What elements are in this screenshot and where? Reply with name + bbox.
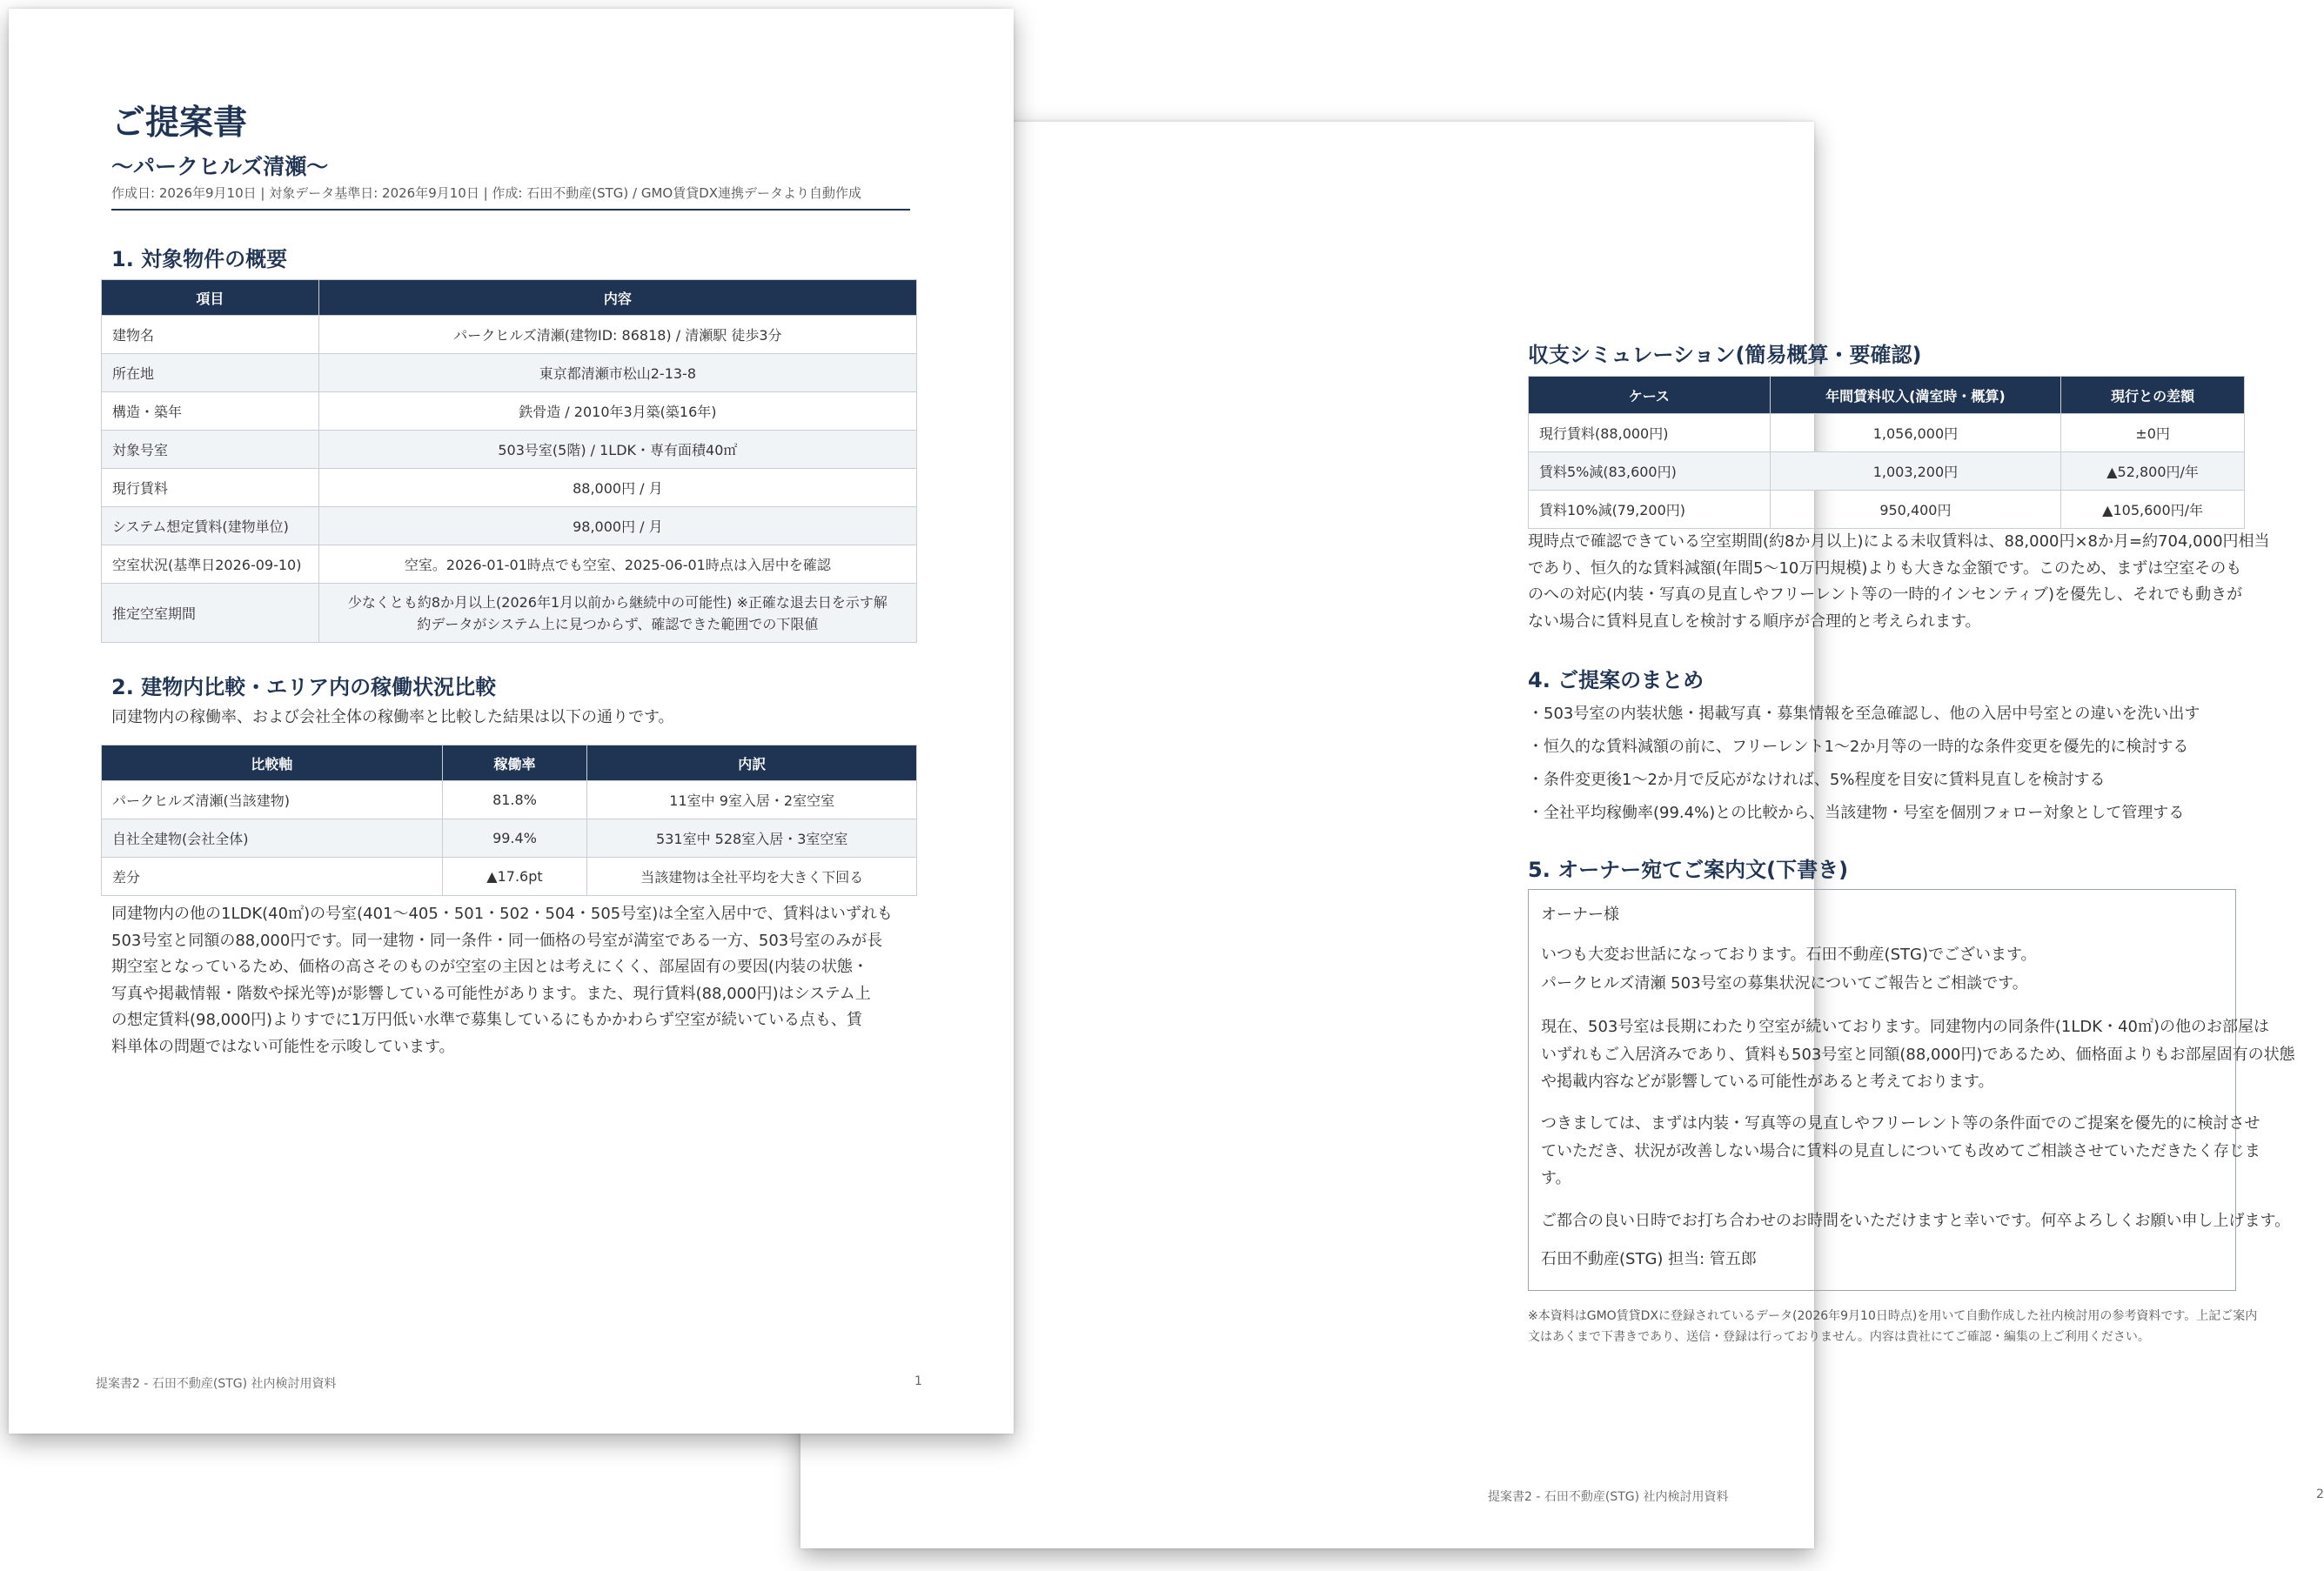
letter-line: オーナー様 (1541, 906, 1619, 924)
row-label: システム想定賃料(建物単位) (102, 507, 319, 545)
letter-line: いずれもご入居済みであり、賃料も503号室と同額(88,000円)であるため、価格面よりもお部屋固有の状態 (1541, 1046, 2295, 1064)
table-row (102, 392, 917, 431)
property-overview-table (101, 279, 917, 643)
sim-case: 現行賃料(88,000円) (1529, 414, 1771, 452)
table-row (102, 545, 917, 584)
disclaimer-line: ※本資料はGMO賃貸DXに登録されているデータ(2026年9月10日時点)を用いて自動作成した社内検討用の参考資料です。上記ご案内 (1528, 1309, 2258, 1323)
section2-intro: 同建物内の稼働率、および会社全体の稼働率と比較した結果は以下の通りです。 (111, 708, 674, 726)
section2-heading: 2. 建物内比較・エリア内の稼働状況比較 (111, 675, 497, 699)
table-row (1529, 491, 2245, 529)
letter-line: 現在、503号室は長期にわたり空室が続いております。同建物内の同条件(1LDK・40㎡)の他のお部屋は (1541, 1018, 2270, 1036)
sim-case: 賃料10%減(79,200円) (1529, 491, 1771, 529)
comparison-axis: パークヒルズ清瀬(当該建物) (102, 781, 443, 819)
sim-header-income: 年間賃料収入(満室時・概算) (1770, 377, 2061, 414)
table-row (102, 431, 917, 469)
letter-line: や掲載内容などが影響している可能性があると考えております。 (1541, 1073, 1994, 1091)
letter-line: ご都合の良い日時でお打ち合わせのお時間をいただけますと幸いです。何卒よろしくお願い申し上げます。 (1541, 1212, 2291, 1230)
text-line: ない場合に賃料見直しを検討する順序が合理的と考えられます。 (1528, 612, 1981, 631)
letter-line: つきましては、まずは内装・写真等の見直しやフリーレント等の条件面でのご提案を優先的に検討させ (1541, 1114, 2260, 1133)
document-subtitle: 〜パークヒルズ清瀬〜 (111, 154, 329, 179)
section1-heading: 1. 対象物件の概要 (111, 247, 288, 271)
simulation-table (1528, 376, 2245, 529)
section2-body (111, 901, 893, 1060)
text-line: 現時点で確認できている空室期間(約8か月以上)による未収賃料は、88,000円×8か月=約704,000円相当 (1528, 532, 2270, 551)
page-number: 1 (914, 1374, 922, 1388)
comparison-axis: 自社全建物(会社全体) (102, 819, 443, 858)
summary-heading: 4. ご提案のまとめ (1528, 668, 1704, 692)
table-row (102, 316, 917, 354)
text-line: 写真や掲載情報・階数や採光等)が影響している可能性があります。また、現行賃料(88,000円)はシステム上 (111, 984, 871, 1003)
comparison-rate: 81.8% (442, 781, 587, 819)
text-line: 期空室となっているため、価格の高さそのものが空室の主因とは考えにくく、部屋固有の要因(内装の状態・ (111, 958, 868, 976)
letter-line: いつも大変お世話になっております。石田不動産(STG)でございます。 (1541, 946, 2037, 964)
letter-signature: 石田不動産(STG) 担当: 管五郎 (1541, 1250, 1757, 1268)
table-row (1529, 414, 2245, 452)
letter-heading: 5. オーナー宛てご案内文(下書き) (1528, 858, 1849, 882)
page-footer: 提案書2 - 石田不動産(STG) 社内検討用資料 (96, 1377, 337, 1391)
row-label: 対象号室 (102, 431, 319, 469)
table-row (102, 507, 917, 545)
table-row (102, 469, 917, 507)
comparison-detail: 531室中 528室入居・3室空室 (587, 819, 917, 858)
sim-diff: ±0円 (2061, 414, 2245, 452)
table-row (102, 819, 917, 858)
sim-income: 1,003,200円 (1770, 452, 2061, 491)
text-line: 503号室と同額の88,000円です。同一建物・同一条件・同一価格の号室が満室である一方、503号室のみが長 (111, 931, 883, 950)
comparison-detail: 11室中 9室入居・2室空室 (587, 781, 917, 819)
comparison-header-axis: 比較軸 (102, 745, 443, 781)
sim-header-diff: 現行との差額 (2061, 377, 2245, 414)
disclaimer-line: 文はあくまで下書きであり、送信・登録は行っておりません。内容は貴社にてご確認・編集の上ご利用ください。 (1528, 1330, 2150, 1344)
table-row (102, 584, 917, 643)
row-label: 推定空室期間 (102, 584, 319, 643)
list-item: ・全社平均稼働率(99.4%)との比較から、当該建物・号室を個別フォロー対象として管理する (1528, 804, 2185, 822)
comparison-axis: 差分 (102, 858, 443, 896)
table-row (1529, 452, 2245, 491)
row-value: 東京都清瀬市松山2-13-8 (318, 354, 916, 392)
occupancy-comparison-table (101, 745, 917, 896)
row-label: 構造・築年 (102, 392, 319, 431)
row-value: 88,000円 / 月 (318, 469, 916, 507)
list-item: ・503号室の内装状態・掲載写真・募集情報を至急確認し、他の入居中号室との違いを洗い出す (1528, 705, 2200, 723)
document-title: ご提案書 (111, 104, 248, 143)
comparison-rate: 99.4% (442, 819, 587, 858)
document-meta: 作成日: 2026年9月10日 | 対象データ基準日: 2026年9月10日 | 作成: 石田不動産(STG) / GMO賃貸DX連携データより自動作成 (111, 185, 862, 201)
sim-income: 1,056,000円 (1770, 414, 2061, 452)
row-value: 空室。2026-01-01時点でも空室、2025-06-01時点は入居中を確認 (318, 545, 916, 584)
sim-diff: ▲105,600円/年 (2061, 491, 2245, 529)
overview-header-content: 内容 (318, 280, 916, 316)
letter-draft-box (1528, 889, 2295, 1291)
table-row (102, 858, 917, 896)
table-row (102, 354, 917, 392)
sim-diff: ▲52,800円/年 (2061, 452, 2245, 491)
letter-line: す。 (1541, 1169, 1571, 1187)
row-value: パークヒルズ清瀬(建物ID: 86818) / 清瀬駅 徒歩3分 (318, 316, 916, 354)
list-item: ・恒久的な賃料減額の前に、フリーレント1〜2か月等の一時的な条件変更を優先的に検討する (1528, 738, 2189, 756)
comparison-header-detail: 内訳 (587, 745, 917, 781)
list-item: ・条件変更後1〜2か月で反応がなければ、5%程度を目安に賃料見直しを検討する (1528, 771, 2106, 789)
text-line: 少なくとも約8か月以上(2026年1月以前から継続中の可能性) ※正確な退去日を示す解 (347, 593, 887, 611)
row-value (318, 584, 916, 643)
sim-header-case: ケース (1529, 377, 1771, 414)
table-row (102, 781, 917, 819)
row-label: 所在地 (102, 354, 319, 392)
summary-list (1528, 698, 2200, 830)
text-line: 同建物内の他の1LDK(40㎡)の号室(401〜405・501・502・504・505号室)は全室入居中で、賃料はいずれも (111, 905, 893, 923)
sim-income: 950,400円 (1770, 491, 2061, 529)
text-line: のへの対応(内装・写真の見直しやフリーレント等の一時的インセンティブ)を優先し、それでも動きが (1528, 585, 2243, 604)
row-label: 現行賃料 (102, 469, 319, 507)
letter-line: パークヒルズ清瀬 503号室の募集状況についてご報告とご相談です。 (1541, 974, 2028, 993)
row-value: 503号室(5階) / 1LDK・専有面積40㎡ (318, 431, 916, 469)
row-label: 空室状況(基準日2026-09-10) (102, 545, 319, 584)
page-footer: 提案書2 - 石田不動産(STG) 社内検討用資料 (1488, 1490, 1729, 1504)
comparison-header-rate: 稼働率 (442, 745, 587, 781)
document-page-1 (9, 9, 1014, 1434)
sim-case: 賃料5%減(83,600円) (1529, 452, 1771, 491)
text-line: 料単体の問題ではない可能性を示唆しています。 (111, 1037, 455, 1056)
comparison-detail: 当該建物は全社平均を大きく下回る (587, 858, 917, 896)
text-line: であり、恒久的な賃料減額(年間5〜10万円規模)よりも大きな金額です。このため、まずは空室そのも (1528, 558, 2242, 578)
row-value: 鉄骨造 / 2010年3月築(築16年) (318, 392, 916, 431)
text-line: 約データがシステム上に見つからず、確認できた範囲での下限値 (417, 615, 819, 632)
page-number: 2 (2316, 1487, 2324, 1501)
title-divider (111, 209, 910, 211)
row-label: 建物名 (102, 316, 319, 354)
simulation-body (1528, 529, 2270, 635)
letter-line: ていただき、状況が改善しない場合に賃料の見直しについても改めてご相談させていただきたく存じま (1541, 1142, 2260, 1160)
row-value: 98,000円 / 月 (318, 507, 916, 545)
comparison-rate: ▲17.6pt (442, 858, 587, 896)
overview-header-item: 項目 (102, 280, 319, 316)
simulation-heading: 収支シミュレーション(簡易概算・要確認) (1528, 343, 1922, 367)
text-line: の想定賃料(98,000円)よりすでに1万円低い水準で募集しているにもかかわらず空室が続いている点も、賃 (111, 1011, 863, 1029)
